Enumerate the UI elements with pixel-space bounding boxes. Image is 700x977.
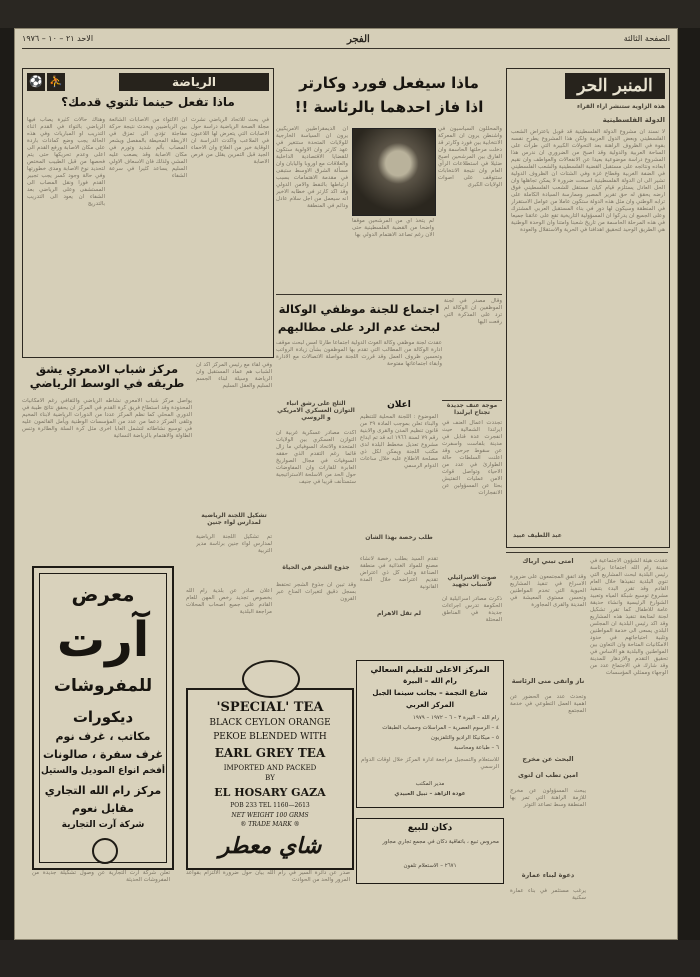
shop-ad	[356, 818, 504, 884]
divider	[276, 294, 502, 295]
school-line4: ٦ – طباعة ومحاسبة	[454, 745, 499, 751]
shop-title: دكان للبيع	[407, 823, 453, 833]
printer-headline: لم تقل الاهرام	[377, 610, 421, 617]
school-city: رام الله – البيرة	[403, 677, 457, 685]
school-ad	[356, 660, 504, 808]
school-street: شارع النجمة – بجانب سينما الجبل	[372, 689, 488, 697]
sky-tree-text: وقد تبين ان جذوع الشجر تحتفظ بسجل دقيق لتغيرات المناخ عبر القرون	[276, 582, 356, 602]
sports-section-title: الرياضة	[119, 73, 269, 91]
newspaper-page	[14, 28, 678, 940]
ramallah-text: تم تشكيل اللجنة الرياضية لمدارس لواء جنين برئاسة مدير التربية	[196, 534, 272, 554]
school-line2: ٤ – الرسوم العصرية – المراسلات وحساب الطبقات	[382, 725, 499, 731]
amari-text: يواصل مركز شباب الامعري نشاطه الرياضي والثقافي رغم الامكانيات المحدودة وقد استطاع فريق كرة القدم في المركز ان يحقق نتائج طيبة في الدوري المحلي كما نظم المركز عددا من الدورات الرياضية لابناء المخيم وتلقى المركز دعما من عدد من المؤسسات الوطنية ويأمل القائمون عليه في توسيع نشاطاته لتشمل العابا اخرى مثل كرة السلة والطائرة وتنس الطاولة والاهتمام بالرياضة النسائية	[22, 398, 192, 439]
art-ad-line6: مقابل نعوم	[72, 802, 134, 815]
lower-title1: امتى تبني ارباك	[522, 558, 574, 565]
divider	[506, 552, 668, 553]
lower-right-text-c: وتحدث عدد من الحضور عن اهمية العمل التطوعي في خدمة المجتمع	[510, 694, 586, 714]
runner-icon: ⚽	[27, 73, 45, 91]
page-header	[22, 34, 670, 49]
sports-section	[22, 68, 274, 358]
candidate-photo	[352, 128, 436, 216]
sports-text-col2: ان الالتواء من الاصابات الشائعة بين الرياضيين ويحدث نتيجة حركة مفاجئة تؤدي الى تمزق في الاربطة المحيطة بالمفصل ويشعر المصاب بألم شديد وتورم في مكان الاصابة وقد يصعب عليه المشي ولذلك فان الاسعاف الاولي السليم يساعد كثيرا في سرعة الشفاء	[109, 117, 187, 179]
carter-headline-line1: ماذا سيفعل فورد وكارتر	[299, 74, 479, 92]
lower-title3: البحث عن مخرج	[522, 756, 574, 763]
tea-arabic-name: شاي معطر	[218, 834, 322, 859]
fraud-text: تقدم السيد بطلب رخصة لانشاء مصنع للمواد الغذائية في منطقة الصناعة وعلى كل ذي اعتراض تقديم اعتراضه خلال المدة القانونية	[360, 556, 438, 590]
tea-line10: ® TRADE MARK ®	[240, 821, 300, 828]
special-tea-ad	[186, 688, 354, 870]
art-ad-line1: ديكورات	[72, 708, 134, 726]
small-ads-text: اعلان صادر عن بلدية رام الله بخصوص تجديد رخص المهن للعام القادم على جميع اصحاب المحلات مراجعة البلدية	[186, 588, 272, 615]
sports-text-col1: في بحث للاتحاد الرياضي نشرت مجلة الصحة الرياضية دراسة حول الاصابات التي يتعرض لها اللاعبون في الملاعب واكدت الدراسة ان الوقاية خير من العلاج وان الاحماء الجيد قبل التمرين يقلل من فرص الاصابة	[191, 117, 269, 165]
free-tribune-column	[506, 68, 670, 548]
lower-title4: امين تطب ان لتوى	[517, 772, 579, 779]
fence-text: تجددت اعمال العنف في ايرلندا الشمالية حيث انفجرت عدة قنابل في مدينة بلفاست واسفرت عن سقوط جرحى وقد اعلنت السلطات حالة الطوارئ في عدد من الاحياء وتواصل قوات الامن عمليات التفتيش بحثا عن المسؤولين عن الانفجارات	[442, 420, 502, 496]
shop-phone: ٢٦٧١ – الاستعلام تلفون	[403, 863, 457, 869]
school-line5: مدير المكتب	[415, 781, 445, 787]
sports-headline: ماذا تفعل حينما تلتوي قدمك؟	[61, 95, 235, 109]
school-sign: عودة الزاهد – نبيل العبيدي	[394, 791, 466, 797]
amari-headline-line1: مركز شباب الامعري يشق طريقه في الوسط الرياضي	[29, 362, 185, 390]
agency-body-text: عقدت لجنة موظفي وكالة الغوث الدولية اجتماعا طارئا امس لبحث موقف ادارة الوكالة من المطالب التي تقدم بها الموظفون بشأن زيادة الرواتب وتحسين ظروف العمل وقد قررت اللجنة مواصلة الاتصالات مع الادارة وابقاء اجتماعاتها مفتوحة	[276, 340, 442, 367]
lower-right-text-e: يرغب مستثمر في بناء عمارة سكنية	[510, 888, 586, 901]
carter-text-right: والمحللون السياسيون في واشنطن يرون ان المعركة الانتخابية بين فورد وكارتر قد دخلت مرحلتها الحاسمة وان الفارق بين المرشحين اصبح ضئيلا في استطلاعات الرأي العام وان نتيجة الانتخابات ستتوقف على اصوات الولايات الكبرى	[438, 126, 502, 188]
bottles-headline: الثلج على رشق انباء التوازن العسكري الامريكي و الروسي	[277, 400, 355, 421]
column-title: المنبر الحر	[565, 73, 665, 99]
carter-text-left: ان الديمقراطيين الامريكيين يرون ان السياسة الخارجية للولايات المتحدة ستتغير في عهد كارتر وان الاولوية ستكون للقضايا الاقتصادية الداخلية والعلاقات مع اوروبا واليابان وان مسألة الشرق الاوسط ستبقى في مقدمة الاهتمامات بسبب ارتباطها بالنفط والامن الدولي وقد اكد كارتر في خطابه الاخير انه سيعمل من اجل سلام عادل ودائم في المنطقة	[276, 126, 348, 209]
sky-tree-headline: جذوع الشجر في الحياة	[282, 564, 350, 571]
fraud-headline: طلب رخصة بهذا الشأن	[365, 534, 433, 541]
bottom-middle-text: صدر عن دائرة السير في رام الله بيان حول ضرورة الالتزام بقواعد المرور والحد من الحوادث	[186, 870, 350, 883]
carter-headline-line2: اذا فاز احدهما بالرئاسة !!	[294, 98, 484, 116]
bottom-left-text: تعلن شركة آرت التجارية عن وصول تشكيلة جديدة من المفروشات الحديثة	[32, 870, 170, 883]
column-subtitle: هذه الزاوية ستنشر آراء القراء	[577, 103, 665, 110]
tea-logo-icon	[242, 660, 300, 698]
agency-headline-line2: لبحث عدم الرد على مطالبهم	[277, 320, 441, 334]
school-title: المركز الاعلى للتعليم السعالي	[370, 665, 490, 674]
art-ad-line4: أفخم انواع الموديل والستيل	[40, 766, 166, 776]
scan-top-border	[0, 0, 700, 28]
page-label: الصفحة الثالثة	[623, 34, 670, 43]
tea-line1: 'SPECIAL' TEA	[216, 700, 324, 715]
scan-bottom-border	[0, 940, 700, 977]
tea-line4: EARL GREY TEA	[214, 746, 326, 760]
lower-title2: ناز واتقى منى الرئاسة	[511, 678, 585, 685]
tea-line2: BLACK CEYLON ORANGE	[209, 718, 331, 728]
column-intro: الدولة الفلسطينية	[602, 117, 665, 124]
school-note: للاستعلام والتسجيل مراجعة ادارة المركز خلال اوقات الدوام الرسمي	[361, 757, 499, 770]
athlete-icon: ⛹	[47, 73, 65, 91]
tea-line5: IMPORTED AND PACKED	[223, 764, 317, 772]
tea-line7: EL HOSARY GAZA	[214, 786, 326, 799]
tea-line6: BY	[265, 774, 275, 782]
lower-right-text-b: وقد اتفق المجتمعون على ضرورة الاسراع في تنفيذ المشاريع الحيوية التي تخدم المواطنين وتحسن مستوى المعيشة في المدينة والقرى المجاورة	[510, 574, 586, 608]
shop-body: محروس تبيع ، باتفاقية دكان في مجمع تجاري مجاور	[382, 839, 499, 845]
paper-name: الفجر	[346, 34, 370, 45]
sports-text-col3: وهناك حالات كثيرة يصاب فيها الرياضي بالتواء في القدم اثناء التدريب او المباريات وفي هذه الحالة يجب وضع كمادات باردة على مكان الاصابة ورفع القدم الى اعلى وعدم تحريكها حتى يتم فحصها من قبل الطبيب المختص لتحديد نوع الاصابة ومدى خطورتها وفي حالة وجود كسر يجب تجبير القدم فورا ونقل المصاب الى المستشفى وعلى الرياضي بعد الشفاء ان يعود الى التدريب بالتدريج	[27, 117, 105, 207]
ramallah-headline: تشكيل اللجنة الرياضية لمدارس لواء جنين	[201, 512, 267, 526]
column-body-text: لا نسند ان مشروع الدولة الفلسطينية قد قوبل باعتراض الشعب الفلسطيني وبعض الدول العربية ولكن هذا المشروع يطرح نفسه بقوة في الظروف الراهنة بعد التحولات الكبيرة التي طرأت على الساحة العربية والدولية وقد اصبح من الضروري ان ندرس هذا المشروع دراسة موضوعية بعيدا عن الانفعالات والعواطف وان نقيم ابعاده ونتائجه على مستقبل القضية الفلسطينية والشعب الفلسطيني في الضفة الغربية وقطاع غزة وفي الشتات ان الظروف الدولية تشير الى ان الدولة الفلسطينية اصبحت ضرورة لا يمكن تجاهلها وان الحل العادل يستلزم قيام كيان مستقل للشعب الفلسطيني فوق ارضه يحقق له حق تقرير المصير وممارسة السيادة الكاملة على ترابه الوطني وان مثل هذه الدولة ستكون عاملا من عوامل الاستقرار في المنطقة وسيكون لها دور في بناء المستقبل العربي المشترك وعلى الجميع ان يدركوا ان المسؤولية التاريخية تقع على عاتقنا جميعا في هذه المرحلة الحاسمة من تاريخ شعبنا وامتنا وان الوحدة الوطنية هي الطريق الوحيد لتحقيق اهدافنا في الحرية والاستقلال والعودة	[511, 129, 665, 233]
tea-line3: PEKOE BLENDED WITH	[213, 732, 327, 742]
tea-line8: POB 233 TEL 1160—2613	[230, 802, 310, 809]
art-ad-top: معرض	[71, 582, 135, 606]
column-byline: عبد اللطيف عبيد	[513, 532, 562, 539]
art-ad-name: آرت	[56, 612, 150, 668]
israeli-headline: صوت الاسرائيلي لاسباب تجهيد	[447, 574, 497, 588]
divider	[442, 400, 502, 401]
carter-text-mid: لم يتخذ اي من المرشحين موقفا واضحا من القضية الفلسطينية حتى الان رغم تصاعد الاهتمام الدولي بها	[352, 218, 434, 238]
school-line3: ٥ – ميكانيكا الراديو والتلفزيون	[430, 735, 499, 741]
art-furniture-ad	[32, 566, 174, 870]
announcement-text: الموضوع : اللجنة المحلية للتنظيم والبناء تعلن بموجب المادة ٢٩ من قانون تنظيم المدن والقرى والابنية رقم ٧٩ لسنة ١٩٦٦ انه قد تم ايداع مشروع تعديل مخطط البلدة لدى مكتب اللجنة ويمكن لكل ذي مصلحة الاطلاع عليه خلال ساعات الدوام الرسمي	[360, 414, 438, 469]
sports-side-text: وفي لقاء مع رئيس المركز اكد ان الشباب هم عماد المستقبل وان الرياضة وسيلة لبناء الجسم السليم والعقل السليم	[196, 362, 272, 389]
art-ad-line5: مركز رام الله التجاري	[44, 784, 162, 797]
lower-right-text-a: عقدت هيئة الشؤون الاجتماعية في مدينة رام الله اجتماعا برئاسة رئيس البلدية لبحث المشاريع التي تنوي البلدية تنفيذها خلال العام القادم وقد تقرر البدء بتنفيذ مشروع توسيع شبكة المياه وتعبيد الشوارع الرئيسية وانشاء حديقة عامة للاطفال كما تقرر تشكيل لجنة لمتابعة تنفيذ هذه المشاريع وقد اكد رئيس البلدية ان المجلس البلدي يسعى الى خدمة المواطنين وتلبية احتياجاتهم في حدود الامكانيات المتاحة وان التعاون بين المواطنين والبلدية هو الاساس في تحقيق التقدم والازدهار للمدينة وقد شارك في الاجتماع عدد من الوجهاء وممثلي المؤسسات	[590, 558, 668, 676]
issue-date: الاحد ٢١ – ١٠ – ١٩٧٦	[22, 34, 94, 43]
israeli-text: ذكرت مصادر اسرائيلية ان الحكومة تدرس اجراءات جديدة في المناطق المحتلة	[442, 596, 502, 623]
bottles-text: اكدت مصادر عسكرية غربية ان التوازن العسكري بين الولايات المتحدة والاتحاد السوفياتي ما زال قائما رغم التقدم الذي حققه السوفيات في مجال الصواريخ العابرة للقارات وان المفاوضات حول الحد من الاسلحة الاستراتيجية ستستأنف قريبا في جنيف	[276, 430, 356, 485]
tea-line9: NET WEIGHT 100 GRMS	[231, 812, 309, 819]
announcement-headline: اعلان	[387, 400, 411, 410]
agency-headline-line1: اجتماع للجنة موظفي الوكالة	[278, 302, 440, 316]
lower-title5: دعوة لبناء عمارة	[521, 872, 575, 879]
art-ad-line7: شركة آرت التجارية	[61, 820, 145, 830]
art-logo-icon	[92, 838, 118, 864]
school-line1: رام الله – البيرة ٣ – ٦ – ١٩٧٢ – ١٩٧٩	[412, 715, 499, 721]
fence-headline: موجة عنف جديدة تجتاح ايرلندا	[446, 402, 498, 416]
art-ad-line3: غرف سفرة ، صالونات	[43, 748, 163, 761]
lower-right-text-d: يبحث المسؤولون عن مخرج للازمة الراهنة التي تمر بها المنطقة وسط تصاعد التوتر	[510, 788, 586, 808]
art-ad-sub: للمفروشات	[53, 676, 153, 696]
school-dept: المركز العربي	[406, 701, 454, 709]
agency-side-text: وقال مصدر في لجنة الموظفين ان الوكالة لم ترد على المذكرة التي رفعت اليها	[444, 298, 502, 325]
art-ad-line2: مكاتب ، غرف نوم	[55, 730, 151, 743]
